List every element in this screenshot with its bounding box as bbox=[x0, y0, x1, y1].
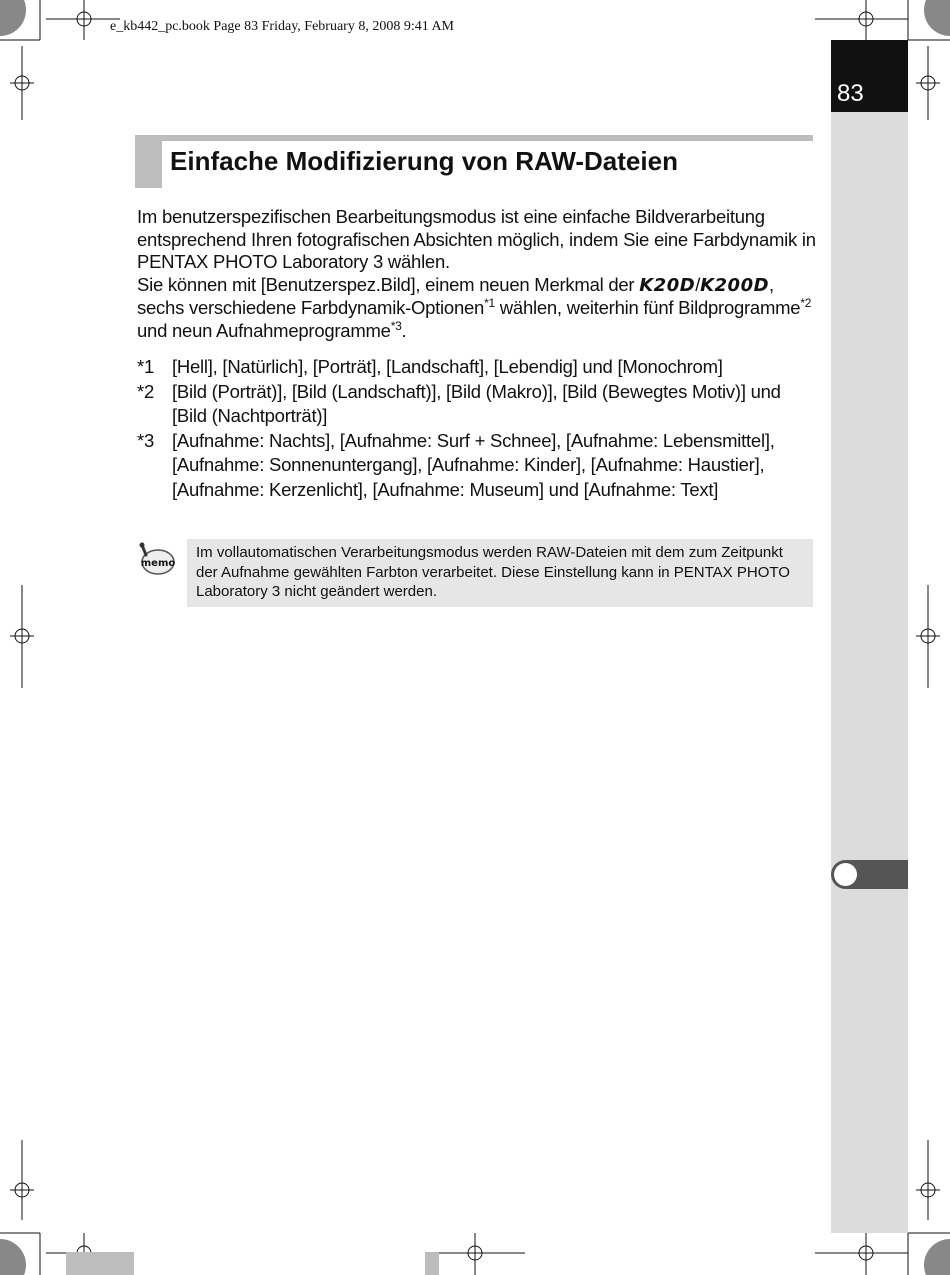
footnote-mark: *1 bbox=[137, 356, 154, 377]
memo-text: Im vollautomatischen Verarbeitungsmodus werden RAW-Dateien mit dem zum Zeitpunkt der Aufnahme gewählten Farbton verarbeitet. Diese Einstellung kann in PENTAX PHOTO Laboratory 3 nicht geändert werden. bbox=[196, 544, 790, 600]
footnote-ref-1: *1 bbox=[484, 295, 495, 310]
memo-icon-label: memo bbox=[140, 558, 176, 569]
model-name-k20d: K20D bbox=[639, 274, 696, 296]
intro-p2-b: , sechs verschiedene Farbdynamik-Optionen bbox=[137, 273, 774, 318]
intro-p2-d: und neun Aufnahmeprogramme bbox=[137, 319, 391, 341]
intro-paragraph-1: Im benutzerspezifischen Bearbeitungsmodus ist eine einfache Bildverarbeitung entsprechend Ihren fotografischen Absichten möglich, indem Sie eine Farbdynamik in PENTAX PHOTO Laboratory 3 wählen. bbox=[137, 206, 816, 272]
section-title: Einfache Modifizierung von RAW-Dateien bbox=[170, 146, 678, 176]
footnote-ref-3: *3 bbox=[390, 318, 402, 333]
footnote-text: [Bild (Porträt)], [Bild (Landschaft)], [Bild (Makro)], [Bild (Bewegtes Motiv)] und [Bild (Nachtporträt)] bbox=[172, 380, 781, 426]
page-number: 83 bbox=[837, 80, 864, 107]
intro-p2-a: Sie können mit [Benutzerspez.Bild], einem neuen Merkmal der bbox=[137, 273, 640, 295]
model-separator: / bbox=[695, 273, 701, 295]
footnote-text: [Aufnahme: Nachts], [Aufnahme: Surf + Schnee], [Aufnahme: Lebensmittel], [Aufnahme: Sonnenuntergang], [Aufnahme: Kinder], [Aufnahme: Haustier], [Aufnahme: Kerzenlicht], [Aufnahme: Museum] und [Aufnahme: Text] bbox=[172, 429, 775, 500]
footnote-ref-2: *2 bbox=[800, 295, 812, 310]
intro-p2-e: . bbox=[401, 319, 407, 341]
intro-p2-c: wählen, weiterhin fünf Bildprogramme bbox=[494, 297, 801, 318]
footnote-mark: *2 bbox=[137, 380, 154, 402]
footnote-text: [Hell], [Natürlich], [Porträt], [Landschaft], [Lebendig] und [Monochrom] bbox=[172, 356, 723, 377]
footnote-mark: *3 bbox=[137, 429, 154, 451]
print-header: e_kb442_pc.book Page 83 Friday, February 8, 2008 9:41 AM bbox=[110, 19, 454, 34]
model-name-k200d: K200D bbox=[700, 274, 770, 296]
